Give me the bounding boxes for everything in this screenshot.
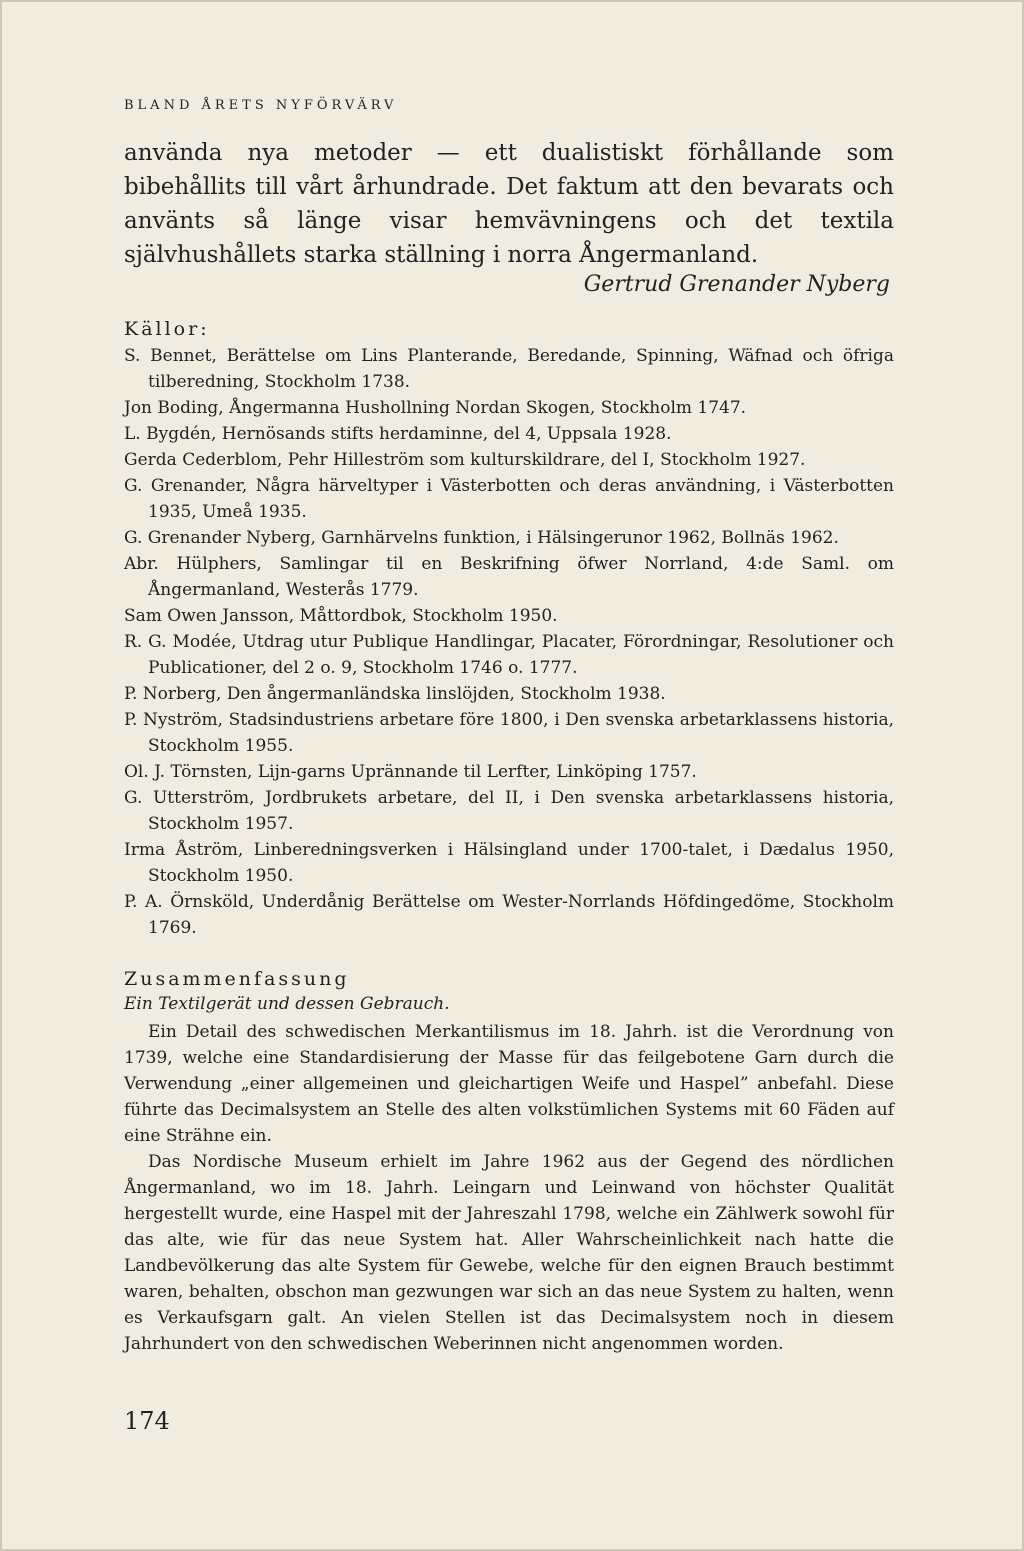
- source-item: R. G. Modée, Utdrag utur Publique Handlingar, Placater, Förordningar, Resolutioner och Publicationer, del 2 o. 9, Stockholm 1746 o. 1777.: [124, 632, 894, 678]
- source-item: P. Norberg, Den ångermanländska linslöjden, Stockholm 1938.: [124, 684, 666, 704]
- source-item: Irma Åström, Linberedningsverken i Hälsingland under 1700-talet, i Dædalus 1950, Stockholm 1950.: [124, 840, 894, 886]
- source-item: Ol. J. Törnsten, Lijn-garns Uprännande til Lerfter, Linköping 1757.: [124, 762, 697, 782]
- running-head: BLAND ÅRETS NYFÖRVÄRV: [124, 98, 398, 113]
- source-item: P. A. Örnsköld, Underdånig Berättelse om Wester-Norrlands Höfdingedöme, Stockholm 1769.: [124, 892, 894, 938]
- source-item: L. Bygdén, Hernösands stifts herdaminne, del 4, Uppsala 1928.: [124, 424, 672, 444]
- source-item: G. Utterström, Jordbrukets arbetare, del II, i Den svenska arbetarklassens historia, Stockholm 1957.: [124, 788, 894, 834]
- source-item: Sam Owen Jansson, Måttordbok, Stockholm 1950.: [124, 606, 558, 626]
- article-closing-paragraph: använda nya metoder — ett dualistiskt förhållande som bibehållits till vårt århundrade. Det faktum att den bevarats och använts så länge visar hemvävningens och det textila självhushållets starka ställning i norra Ångermanland.: [124, 140, 894, 268]
- sources-list: [124, 343, 894, 941]
- summary-body: [124, 1019, 894, 1357]
- source-item: G. Grenander Nyberg, Garnhärvelns funktion, i Hälsingerunor 1962, Bollnäs 1962.: [124, 528, 839, 548]
- source-item: G. Grenander, Några härveltyper i Västerbotten och deras användning, i Västerbotten 1935, Umeå 1935.: [124, 476, 894, 522]
- page-number: 174: [124, 1407, 170, 1435]
- author-signature: Gertrud Grenander Nyberg: [583, 272, 890, 297]
- sources-heading: Källor:: [124, 318, 210, 340]
- source-item: Gerda Cederblom, Pehr Hilleström som kulturskildrare, del I, Stockholm 1927.: [124, 450, 806, 470]
- summary-subtitle: Ein Textilgerät und dessen Gebrauch.: [124, 994, 450, 1014]
- summary-heading: Zusammenfassung: [124, 968, 350, 990]
- source-item: Jon Boding, Ångermanna Hushollning Nordan Skogen, Stockholm 1747.: [124, 398, 747, 418]
- summary-paragraph: Ein Detail des schwedischen Merkantilismus im 18. Jahrh. ist die Verordnung von 1739, welche eine Standardisierung der Masse für das feilgebotene Garn durch die Verwendung „einer allgemeinen und gleichartigen Weife und Haspel” anbefahl. Diese führte das Decimalsystem an Stelle des alten volkstümlichen Systems mit 60 Fäden auf eine Strähne ein.: [124, 1022, 894, 1146]
- source-item: Abr. Hülphers, Samlingar til en Beskrifning öfwer Norrland, 4:de Saml. om Ångermanland, Westerås 1779.: [124, 554, 894, 600]
- source-item: S. Bennet, Berättelse om Lins Planterande, Beredande, Spinning, Wäfnad och öfriga tilberedning, Stockholm 1738.: [124, 346, 894, 392]
- summary-paragraph: Das Nordische Museum erhielt im Jahre 1962 aus der Gegend des nördlichen Ångermanland, wo im 18. Jahrh. Leingarn und Leinwand von höchster Qualität hergestellt wurde, eine Haspel mit der Jahreszahl 1798, welche ein Zählwerk sowohl für das alte, wie für das neue System hat. Aller Wahrscheinlichkeit nach hatte die Landbevölkerung das alte System für Gewebe, welche für den eignen Brauch bestimmt waren, behalten, obschon man gezwungen war sich an das neue System zu halten, wenn es Verkaufsgarn galt. An vielen Stellen ist das Decimalsystem noch in diesem Jahrhundert von den schwedischen Weberinnen nicht angenommen worden.: [124, 1152, 894, 1354]
- source-item: P. Nyström, Stadsindustriens arbetare före 1800, i Den svenska arbetarklassens historia, Stockholm 1955.: [124, 710, 894, 756]
